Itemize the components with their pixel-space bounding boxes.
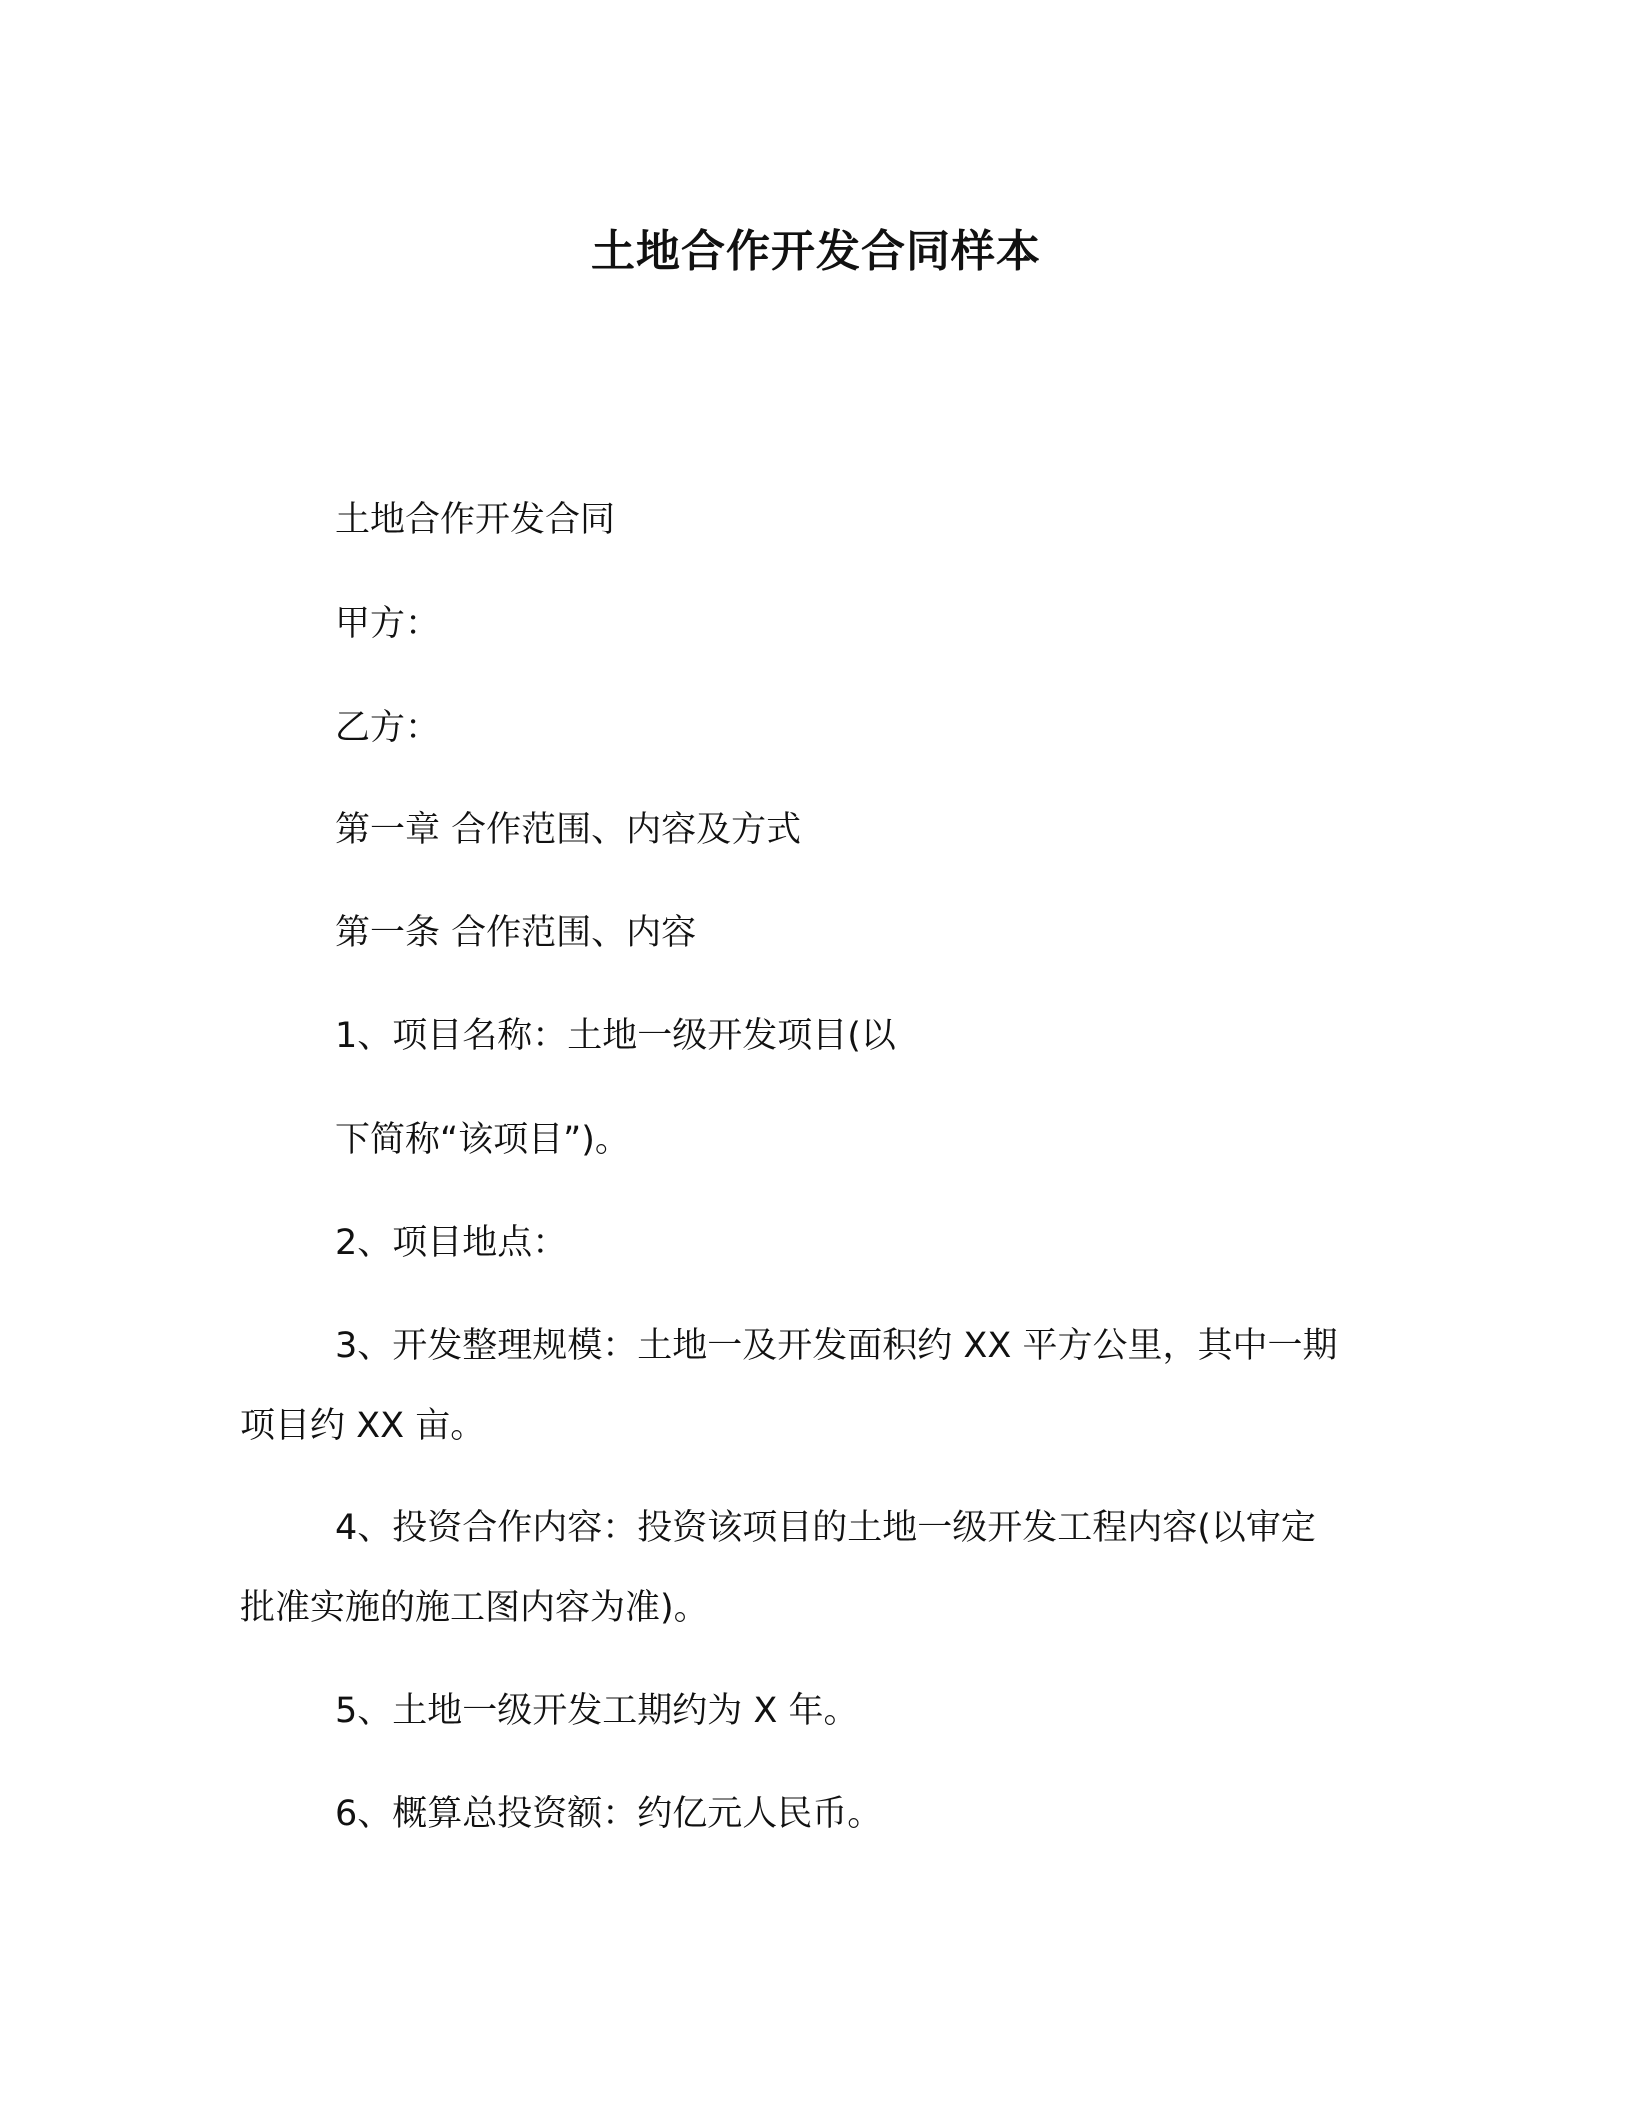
- party-b-line: 乙方：: [335, 708, 441, 748]
- item-6-total-investment: 6、概算总投资额：约亿元人民币。: [335, 1794, 883, 1834]
- item-3-development-scale-continued: 项目约 XX 亩。: [240, 1406, 486, 1446]
- item-4-investment-content: 4、投资合作内容：投资该项目的土地一级开发工程内容(以审定: [335, 1508, 1316, 1548]
- party-a-line: 甲方：: [335, 604, 441, 644]
- article-one-heading: 第一条 合作范围、内容: [335, 913, 697, 953]
- item-1-project-name-continued: 下简称“该项目”)。: [335, 1120, 630, 1160]
- item-3-development-scale: 3、开发整理规模：土地一及开发面积约 XX 平方公里，其中一期: [335, 1326, 1338, 1366]
- item-5-development-period: 5、土地一级开发工期约为 X 年。: [335, 1691, 859, 1731]
- document-title: 土地合作开发合同样本: [591, 226, 1041, 277]
- item-2-project-location: 2、项目地点：: [335, 1223, 568, 1263]
- item-4-investment-content-continued: 批准实施的施工图内容为准)。: [240, 1588, 709, 1628]
- chapter-one-heading: 第一章 合作范围、内容及方式: [335, 810, 802, 850]
- contract-heading: 土地合作开发合同: [335, 500, 616, 540]
- item-1-project-name: 1、项目名称：土地一级开发项目(以: [335, 1016, 896, 1056]
